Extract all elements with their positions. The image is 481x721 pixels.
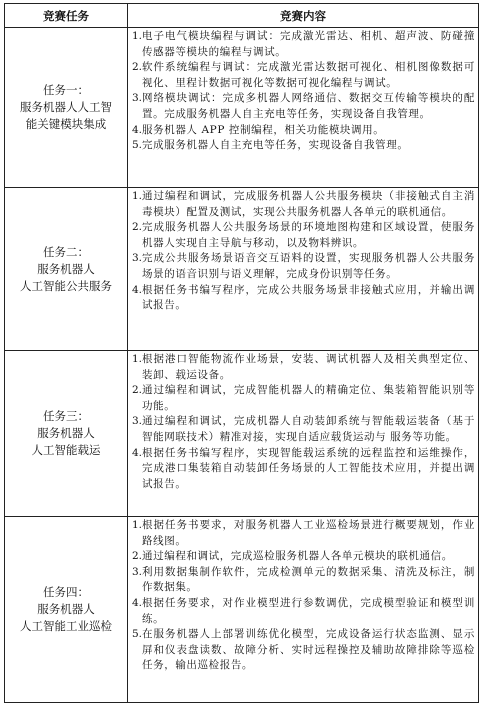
item-number: 5. <box>132 628 143 641</box>
item-number: 5. <box>132 139 143 152</box>
task-cell <box>5 517 128 703</box>
list-item <box>132 220 475 251</box>
list-item <box>132 383 475 414</box>
list-item <box>132 123 475 139</box>
item-text: 通过编程和调试，完成机器人自动装卸系统与智能载运装备（基于智能网联技术）精准对接，实现自适应载货运动与 服务等功能。 <box>142 415 475 443</box>
table-header-row <box>5 4 479 28</box>
item-number: 1. <box>132 190 143 202</box>
item-number: 2. <box>132 61 143 74</box>
list-item <box>132 549 475 565</box>
item-number: 3. <box>132 565 143 578</box>
task-label: 任务四： <box>43 585 89 599</box>
task-cell <box>5 351 128 517</box>
list-item <box>132 251 475 282</box>
item-number: 4. <box>132 123 143 136</box>
item-number: 2. <box>132 384 143 397</box>
task-title: 服务机器人 <box>37 261 95 276</box>
item-number: 2. <box>132 550 143 563</box>
item-number: 1. <box>132 30 143 42</box>
content-cell <box>128 188 479 351</box>
list-item <box>132 446 475 493</box>
list-item <box>132 29 475 60</box>
task-label: 任务二： <box>43 244 89 259</box>
list-item <box>132 518 475 549</box>
header-content: 竞赛内容 <box>128 4 479 28</box>
list-item <box>132 352 475 383</box>
table-row <box>5 188 479 351</box>
item-text: 根据任务书编写程序，完成公共服务场景非接触式应用，并输出调试报告。 <box>142 283 475 312</box>
list-item <box>132 91 475 122</box>
task-title: 人工智能载运 <box>31 443 101 457</box>
item-text: 完成服务机器人自主充电等任务，实现设备自我管理。 <box>142 139 409 152</box>
task-title: 能关键模块集成 <box>25 117 107 131</box>
list-item <box>132 565 475 596</box>
item-text: 根据港口智能物流作业场景，安装、调试机器人及相关典型定位、装卸、载运设备。 <box>142 353 475 381</box>
list-item <box>132 138 475 154</box>
content-cell <box>128 28 479 188</box>
item-text: 通过编程和调试，完成服务机器人公共服务模块（非接触式自主消毒模块）配置及测试，实现公共服务机器人各单元的联机通信。 <box>142 190 475 218</box>
item-text: 服务机器人 APP 控制编程，相关功能模块调用。 <box>142 123 385 136</box>
table-row <box>5 351 479 517</box>
item-text: 电子电气模块编程与调试：完成激光雷达、相机、超声波、防碰撞传感器等模块的编程与调试。 <box>142 30 475 58</box>
list-item <box>132 283 475 314</box>
item-text: 通过编程和调试，完成智能机器人的精确定位、集装箱智能识别等功能。 <box>142 384 475 412</box>
item-text: 根据任务书编写程序，实现智能载运系统的远程监控和运维操作，完成港口集装箱自动装卸任务场景的人工智能技术应用，并提出调试报告。 <box>142 446 475 490</box>
item-number: 4. <box>132 596 143 609</box>
item-number: 3. <box>132 415 143 428</box>
table-row <box>5 517 479 703</box>
item-number: 3. <box>132 92 143 105</box>
content-cell <box>128 517 479 703</box>
content-cell <box>128 351 479 517</box>
task-cell <box>5 188 128 351</box>
task-label: 任务一： <box>43 83 89 97</box>
task-title: 服务机器人人工智 <box>20 100 112 114</box>
task-title: 服务机器人 <box>37 602 95 616</box>
header-task: 竞赛任务 <box>5 4 128 28</box>
item-text: 根据任务书要求，对服务机器人工业巡检场景进行概要规划，作业路线图。 <box>142 519 475 547</box>
table-row <box>5 28 479 188</box>
task-title: 人工智能工业巡检 <box>20 619 112 633</box>
item-text: 完成公共服务场景语音交互语料的设置，实现服务机器人公共服务场景的语音识别与语义理解，完成身份识别等任务。 <box>142 252 475 280</box>
list-item <box>132 627 475 674</box>
item-text: 根据任务要求，对作业模型进行参数调优，完成模型验证和模型训练。 <box>142 596 475 625</box>
item-text: 软件系统编程与调试：完成激光雷达数据可视化、相机图像数据可视化、里程计数据可视化等数据可视化编程与调试。 <box>142 61 475 89</box>
item-text: 利用数据集制作软件，完成检测单元的数据采集、清洗及标注，制作数据集。 <box>142 565 475 594</box>
item-number: 4. <box>132 283 143 296</box>
list-item <box>132 189 475 220</box>
task-title: 服务机器人 <box>37 426 95 440</box>
item-text: 通过编程和调试，完成巡检服务机器人各单元模块的联机通信。 <box>142 550 453 563</box>
item-number: 4. <box>132 446 143 459</box>
competition-table <box>4 3 479 703</box>
list-item <box>132 60 475 91</box>
list-item <box>132 596 475 627</box>
item-text: 完成服务机器人公共服务场景的环境地图构建和区域设置，使服务机器人实现自主导航与移动，以及物料辨识。 <box>142 221 475 249</box>
list-item <box>132 414 475 445</box>
task-title: 人工智能公共服务 <box>20 278 112 293</box>
item-number: 2. <box>132 221 143 234</box>
task-cell <box>5 28 128 188</box>
task-label: 任务三： <box>43 409 89 423</box>
item-text: 网络模块调试：完成多机器人网络通信、数据交互传输等模块的配置。完成服务机器人自主充电等任务，实现设备自我管理。 <box>142 92 475 120</box>
item-number: 3. <box>132 252 143 265</box>
item-text: 在服务机器人上部署训练优化模型，完成设备运行状态监测、显示屏和仪表盘读数、故障分析、实时远程操控及辅助故障排除等巡检任务，输出巡检报告。 <box>142 628 475 672</box>
item-number: 1. <box>132 353 143 365</box>
item-number: 1. <box>132 519 143 531</box>
